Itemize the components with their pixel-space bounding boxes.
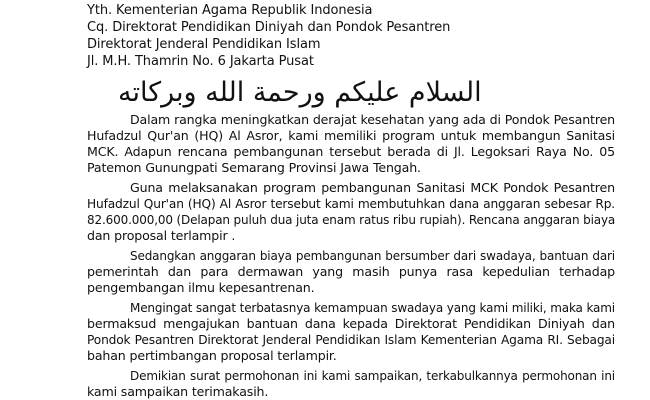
paragraph-4-line-4: bahan pertimbangan proposal terlampir. [87,348,337,363]
paragraph-2-line-3: 82.600.000,00 (Delapan puluh dua juta enam ratus ribu rupiah). Rencana anggaran biaya [87,213,616,227]
paragraph-3-line-1: Sedangkan anggaran biaya pembangunan bersumber dari swadaya, bantuan dari [130,249,615,263]
paragraph-1-line-4: Patemon Gunungpati Semarang Provinsi Jawa Tengah. [87,160,421,175]
paragraph-4-line-2: bermaksud mengajukan bantuan dana kepada Direktorat Pendidikan Diniyah dan [87,316,615,331]
recipient-line-4: Jl. M.H. Thamrin No. 6 Jakarta Pusat [87,54,314,69]
paragraph-2-line-1: Guna melaksanakan program pembangunan Sanitasi MCK Pondok Pesantren [130,180,615,195]
paragraph-2-line-2: Hufadzul Qur'an (HQ) Al Asror tersebut kami membutuhkan dana anggaran sebesar Rp. [87,197,615,211]
recipient-line-1: Yth. Kementerian Agama Republik Indonesia [87,3,373,18]
paragraph-3-line-2: pemerintah dan para dermawan yang masih punya rasa kepedulian terhadap [87,264,615,279]
paragraph-3-line-3: pengembangan ilmu kepesantrenan. [87,280,315,295]
paragraph-5-line-2: kami sampaikan terimakasih. [87,384,269,399]
recipient-line-3: Direktorat Jenderal Pendidikan Islam [87,37,321,52]
paragraph-4-line-1: Mengingat sangat terbatasnya kemampuan swadaya yang kami miliki, maka kami [130,301,615,315]
paragraph-2-line-4: dan proposal terlampir . [87,228,236,243]
paragraph-1-line-2: Hufadzul Qur'an (HQ) Al Asror, kami memiliki program untuk membangun Sanitasi [87,128,615,143]
arabic-salutation: السلام عليكم ورحمة الله وبركاته [118,77,482,108]
paragraph-1-line-3: MCK. Adapun rencana pembangunan tersebut berada di Jl. Legoksari Raya No. 05 [87,144,615,159]
paragraph-4-line-3: Pondok Pesantren Direktorat Jenderal Pendidikan Islam Kementerian Agama RI. Sebagai [87,333,615,347]
recipient-line-2: Cq. Direktorat Pendidikan Diniyah dan Pondok Pesantren [87,20,451,35]
paragraph-5-line-1: Demikian surat permohonan ini kami sampaikan, terkabulkannya permohonan ini [130,369,615,383]
paragraph-1-line-1: Dalam rangka meningkatkan derajat kesehatan yang ada di Pondok Pesantren [130,112,615,127]
